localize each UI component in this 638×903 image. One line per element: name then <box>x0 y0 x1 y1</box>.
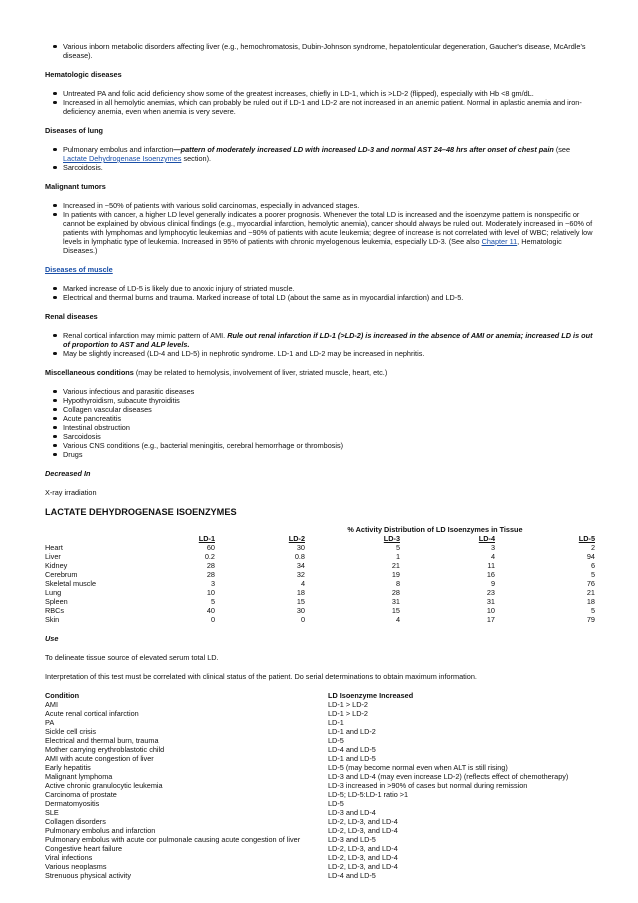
value-cell: 28 <box>206 570 215 579</box>
value-cell: 4 <box>300 579 305 588</box>
lung-bullet-post: section). <box>181 154 212 163</box>
value-cell: 11 <box>487 561 495 570</box>
list-item: Sarcoidosis <box>45 432 595 441</box>
tissue-cell: Heart <box>45 543 63 552</box>
table-row <box>45 826 595 835</box>
list-item <box>45 331 595 349</box>
misc-note: (may be related to hemolysis, involvement of liver, striated muscle, heart, etc.) <box>133 368 388 377</box>
table-row <box>45 790 595 799</box>
condition-cell: PA <box>45 718 55 727</box>
isoenzyme-cell: LD-5 <box>328 736 344 745</box>
isoenzyme-cell: LD-5 <box>328 799 344 808</box>
isoenzyme-cell: LD-2, LD-3, and LD-4 <box>328 817 398 826</box>
table-row <box>45 763 595 772</box>
list-item: Various CNS conditions (e.g., bacterial meningitis, cerebral hemorrhage or thrombosis) <box>45 441 595 450</box>
table-row <box>45 570 595 579</box>
condition-cell: Pulmonary embolus with acute cor pulmonale causing acute congestion of liver <box>45 835 301 844</box>
table-header-row <box>45 534 595 543</box>
condition-cell: AMI with acute congestion of liver <box>45 754 154 763</box>
condition-table <box>45 691 595 880</box>
isoenzyme-cell: LD-1 and LD-2 <box>328 727 376 736</box>
malignant-bullet-post: , Hematologic Diseases.) <box>63 237 562 255</box>
section-title-muscle-link[interactable]: Diseases of muscle <box>45 265 113 274</box>
condition-cell: Malignant lymphoma <box>45 772 113 781</box>
value-cell: 76 <box>586 579 595 588</box>
condition-cell: AMI <box>45 700 58 709</box>
value-cell: 4 <box>490 552 495 561</box>
condition-column-header: Condition <box>45 691 80 700</box>
section-title-lung: Diseases of lung <box>45 126 103 135</box>
ld-isoenzymes-link[interactable]: Lactate Dehydrogenase Isoenzymes <box>63 154 182 163</box>
value-cell: 28 <box>206 561 215 570</box>
list-item: Various infectious and parasitic diseases <box>45 387 595 396</box>
value-cell: 15 <box>391 606 400 615</box>
condition-cell: Early hepatitis <box>45 763 91 772</box>
table-row <box>45 871 595 880</box>
section-title-malignant: Malignant tumors <box>45 182 106 191</box>
value-cell: 31 <box>486 597 495 606</box>
isoenzyme-cell: LD-1 and LD-5 <box>328 754 376 763</box>
condition-cell: Active chronic granulocytic leukemia <box>45 781 163 790</box>
decreased-text: X-ray irradiation <box>45 488 97 497</box>
isoenzyme-column-header: LD Isoenzyme Increased <box>328 691 414 700</box>
malignant-bullet-text: In patients with cancer, a higher LD level generally indicates a poorer prognosis. Whenever the total LD is increased and the isoenzyme pattern is nonspecific or cannot be explained by obvious clinical findings (e.g., myocardial infarction, hemolytic anemia), cancer should always be ruled out. Moderately increased in ~60% of patients with lymphomas and lymphocytic leukemias and ~90% of patients with acute leukemia; degree of increase is not correlated with level of WBC; relatively low levels in lymphatic type of leukemia. Increased in 95% of patients with chronic myelogenous leukemia, especially LD-3. (See also <box>63 210 593 246</box>
condition-cell: Dermatomyositis <box>45 799 100 808</box>
tissue-column-header <box>45 534 155 543</box>
list-item: Sarcoidosis. <box>45 163 595 172</box>
isoenzyme-cell: LD-3 and LD-4 <box>328 808 376 817</box>
value-cell: 23 <box>486 588 495 597</box>
condition-cell: Acute renal cortical infarction <box>45 709 139 718</box>
table-row <box>45 835 595 844</box>
value-cell: 18 <box>296 588 305 597</box>
condition-cell: Carcinoma of prostate <box>45 790 117 799</box>
value-cell: 10 <box>486 606 495 615</box>
list-item: Various inborn metabolic disorders affecting liver (e.g., hemochromatosis, Dubin-Johnson syndrome, hepatolenticular degeneration, Gaucher's disease, McArdle's disease). <box>45 42 595 60</box>
value-cell: 5 <box>395 543 400 552</box>
renal-list <box>45 331 595 358</box>
column-header: LD-1 <box>198 534 215 543</box>
value-cell: 8 <box>395 579 400 588</box>
value-cell: 28 <box>391 588 400 597</box>
value-cell: 32 <box>296 570 305 579</box>
isoenzyme-cell: LD-2, LD-3, and LD-4 <box>328 844 398 853</box>
isoenzyme-cell: LD-1 > LD-2 <box>328 700 368 709</box>
table-row <box>45 552 595 561</box>
tissue-cell: Lung <box>45 588 62 597</box>
table-row <box>45 579 595 588</box>
column-header: LD-4 <box>478 534 495 543</box>
value-cell: 6 <box>590 561 595 570</box>
section-title-decreased: Decreased In <box>45 469 91 478</box>
table-row <box>45 561 595 570</box>
isoenzyme-table-body <box>45 543 595 624</box>
renal-bullet-emphasis: Rule out renal infarction if LD-1 (>LD-2) is increased in the absence of AMI or anemia; increased LD is out of proportion to AST and ALP levels. <box>63 331 593 349</box>
hematologic-list <box>45 89 595 116</box>
table-row <box>45 781 595 790</box>
value-cell: 4 <box>395 615 400 624</box>
table-row <box>45 597 595 606</box>
value-cell: 19 <box>391 570 400 579</box>
list-item: Marked increase of LD-5 is likely due to anoxic injury of striated muscle. <box>45 284 595 293</box>
condition-cell: SLE <box>45 808 59 817</box>
document-page <box>45 42 595 880</box>
isoenzyme-cell: LD-3 increased in >90% of cases but normal during remission <box>328 781 528 790</box>
isoenzyme-cell: LD-4 and LD-5 <box>328 745 376 754</box>
isoenzyme-cell: LD-2, LD-3, and LD-4 <box>328 853 398 862</box>
condition-cell: Mother carrying erythroblastotic child <box>45 745 165 754</box>
value-cell: 1 <box>395 552 400 561</box>
value-cell: 34 <box>296 561 305 570</box>
value-cell: 79 <box>586 615 595 624</box>
lung-list <box>45 145 595 172</box>
value-cell: 17 <box>486 615 495 624</box>
table-row <box>45 745 595 754</box>
condition-cell: Strenuous physical activity <box>45 871 131 880</box>
table-header-row <box>45 691 595 700</box>
tissue-cell: Spleen <box>45 597 68 606</box>
isoenzyme-cell: LD-4 and LD-5 <box>328 871 376 880</box>
value-cell: 60 <box>206 543 215 552</box>
value-cell: 5 <box>210 597 215 606</box>
intro-list <box>45 42 595 60</box>
table-row <box>45 772 595 781</box>
value-cell: 21 <box>391 561 400 570</box>
condition-cell: Congestive heart failure <box>45 844 123 853</box>
value-cell: 5 <box>590 606 595 615</box>
value-cell: 0.8 <box>294 552 305 561</box>
value-cell: 2 <box>590 543 595 552</box>
condition-cell: Viral infections <box>45 853 93 862</box>
section-title-hematologic: Hematologic diseases <box>45 70 122 79</box>
isoenzyme-cell: LD-5; LD-5:LD-1 ratio >1 <box>328 790 409 799</box>
table-row <box>45 844 595 853</box>
lung-bullet-see: (see <box>553 145 571 154</box>
list-item: May be slightly increased (LD-4 and LD-5) in nephrotic syndrome. LD-1 and LD-2 may be increased in nephritis. <box>45 349 595 358</box>
value-cell: 0 <box>300 615 305 624</box>
table-row <box>45 754 595 763</box>
section-title-misc: Miscellaneous conditions <box>45 368 134 377</box>
isoenzyme-cell: LD-1 <box>328 718 344 727</box>
tissue-cell: Skin <box>45 615 60 624</box>
table-row <box>45 862 595 871</box>
condition-table-body <box>45 700 595 880</box>
malignant-list <box>45 201 595 255</box>
table-row <box>45 817 595 826</box>
column-header: LD-3 <box>383 534 400 543</box>
lung-bullet-emphasis: —pattern of moderately increased LD with increased LD-3 and normal AST 24–48 hrs after onset of chest pain <box>173 145 554 154</box>
misc-heading <box>45 368 595 377</box>
tissue-cell: Kidney <box>45 561 68 570</box>
muscle-list <box>45 284 595 302</box>
value-cell: 9 <box>490 579 495 588</box>
isoenzyme-cell: LD-5 (may become normal even when ALT is still rising) <box>328 763 508 772</box>
table-row <box>45 615 595 624</box>
condition-cell: Various neoplasms <box>45 862 107 871</box>
section-title-renal: Renal diseases <box>45 312 98 321</box>
tissue-cell: Cerebrum <box>45 570 78 579</box>
isoenzyme-cell: LD-1 > LD-2 <box>328 709 368 718</box>
condition-cell: Sickle cell crisis <box>45 727 97 736</box>
list-item: Increased in ~50% of patients with various solid carcinomas, especially in advanced stages. <box>45 201 595 210</box>
column-header: LD-2 <box>288 534 305 543</box>
isoenzyme-cell: LD-2, LD-3, and LD-4 <box>328 862 398 871</box>
value-cell: 3 <box>490 543 495 552</box>
table-row <box>45 588 595 597</box>
isoenzyme-cell: LD-3 and LD-4 (may even increase LD-2) (reflects effect of chemotherapy) <box>328 772 569 781</box>
list-item: Increased in all hemolytic anemias, which can probably be ruled out if LD-1 and LD-2 are not increased in an anemic patient. Normal in aplastic anemia and iron-deficiency anemia, even when anemia is very severe. <box>45 98 595 116</box>
renal-bullet-text: Renal cortical infarction may mimic pattern of AMI. <box>63 331 228 340</box>
tissue-cell: RBCs <box>45 606 65 615</box>
chapter-11-link[interactable]: Chapter 11 <box>481 237 518 246</box>
value-cell: 15 <box>296 597 305 606</box>
table-row <box>45 736 595 745</box>
value-cell: 0 <box>210 615 215 624</box>
tissue-cell: Liver <box>45 552 61 561</box>
use-text: To delineate tissue source of elevated serum total LD. <box>45 653 219 662</box>
value-cell: 94 <box>586 552 595 561</box>
value-cell: 30 <box>296 543 305 552</box>
list-item: Intestinal obstruction <box>45 423 595 432</box>
table-row <box>45 700 595 709</box>
value-cell: 31 <box>391 597 400 606</box>
condition-cell: Pulmonary embolus and infarction <box>45 826 156 835</box>
list-item: Acute pancreatitis <box>45 414 595 423</box>
table-row <box>45 709 595 718</box>
table-row <box>45 727 595 736</box>
list-item <box>45 145 595 163</box>
condition-cell: Collagen disorders <box>45 817 106 826</box>
isoenzyme-table-caption: % Activity Distribution of LD Isoenzymes in Tissue <box>347 525 523 534</box>
condition-cell: Electrical and thermal burn, trauma <box>45 736 159 745</box>
misc-list <box>45 387 595 459</box>
table-row <box>45 543 595 552</box>
value-cell: 5 <box>590 570 595 579</box>
value-cell: 10 <box>206 588 215 597</box>
column-header: LD-5 <box>578 534 595 543</box>
lung-bullet-text: Pulmonary embolus and infarction <box>63 145 174 154</box>
list-item: Collagen vascular diseases <box>45 405 595 414</box>
list-item: Electrical and thermal burns and trauma. Marked increase of total LD (about the same as in myocardial infarction) and LD-5. <box>45 293 595 302</box>
isoenzyme-table <box>45 534 595 624</box>
list-item: Hypothyroidism, subacute thyroiditis <box>45 396 595 405</box>
isoenzymes-heading: LACTATE DEHYDROGENASE ISOENZYMES <box>45 507 237 517</box>
list-item: Drugs <box>45 450 595 459</box>
isoenzyme-cell: LD-3 and LD-5 <box>328 835 376 844</box>
table-row <box>45 799 595 808</box>
value-cell: 40 <box>206 606 215 615</box>
section-title-use: Use <box>45 634 59 643</box>
list-item <box>45 210 595 255</box>
value-cell: 18 <box>586 597 595 606</box>
list-item: Untreated PA and folic acid deficiency show some of the greatest increases, chiefly in LD-1, which is >LD-2 (flipped), especially with Hb <8 gm/dL. <box>45 89 595 98</box>
value-cell: 0.2 <box>204 552 215 561</box>
table-row <box>45 853 595 862</box>
tissue-cell: Skeletal muscle <box>45 579 97 588</box>
use-interpretation-text: Interpretation of this test must be correlated with clinical status of the patient. Do serial determinations to obtain maximum information. <box>45 672 477 681</box>
table-row <box>45 808 595 817</box>
isoenzyme-cell: LD-2, LD-3, and LD-4 <box>328 826 398 835</box>
value-cell: 3 <box>210 579 215 588</box>
table-row <box>45 718 595 727</box>
value-cell: 30 <box>296 606 305 615</box>
value-cell: 21 <box>586 588 595 597</box>
table-row <box>45 606 595 615</box>
value-cell: 16 <box>486 570 495 579</box>
